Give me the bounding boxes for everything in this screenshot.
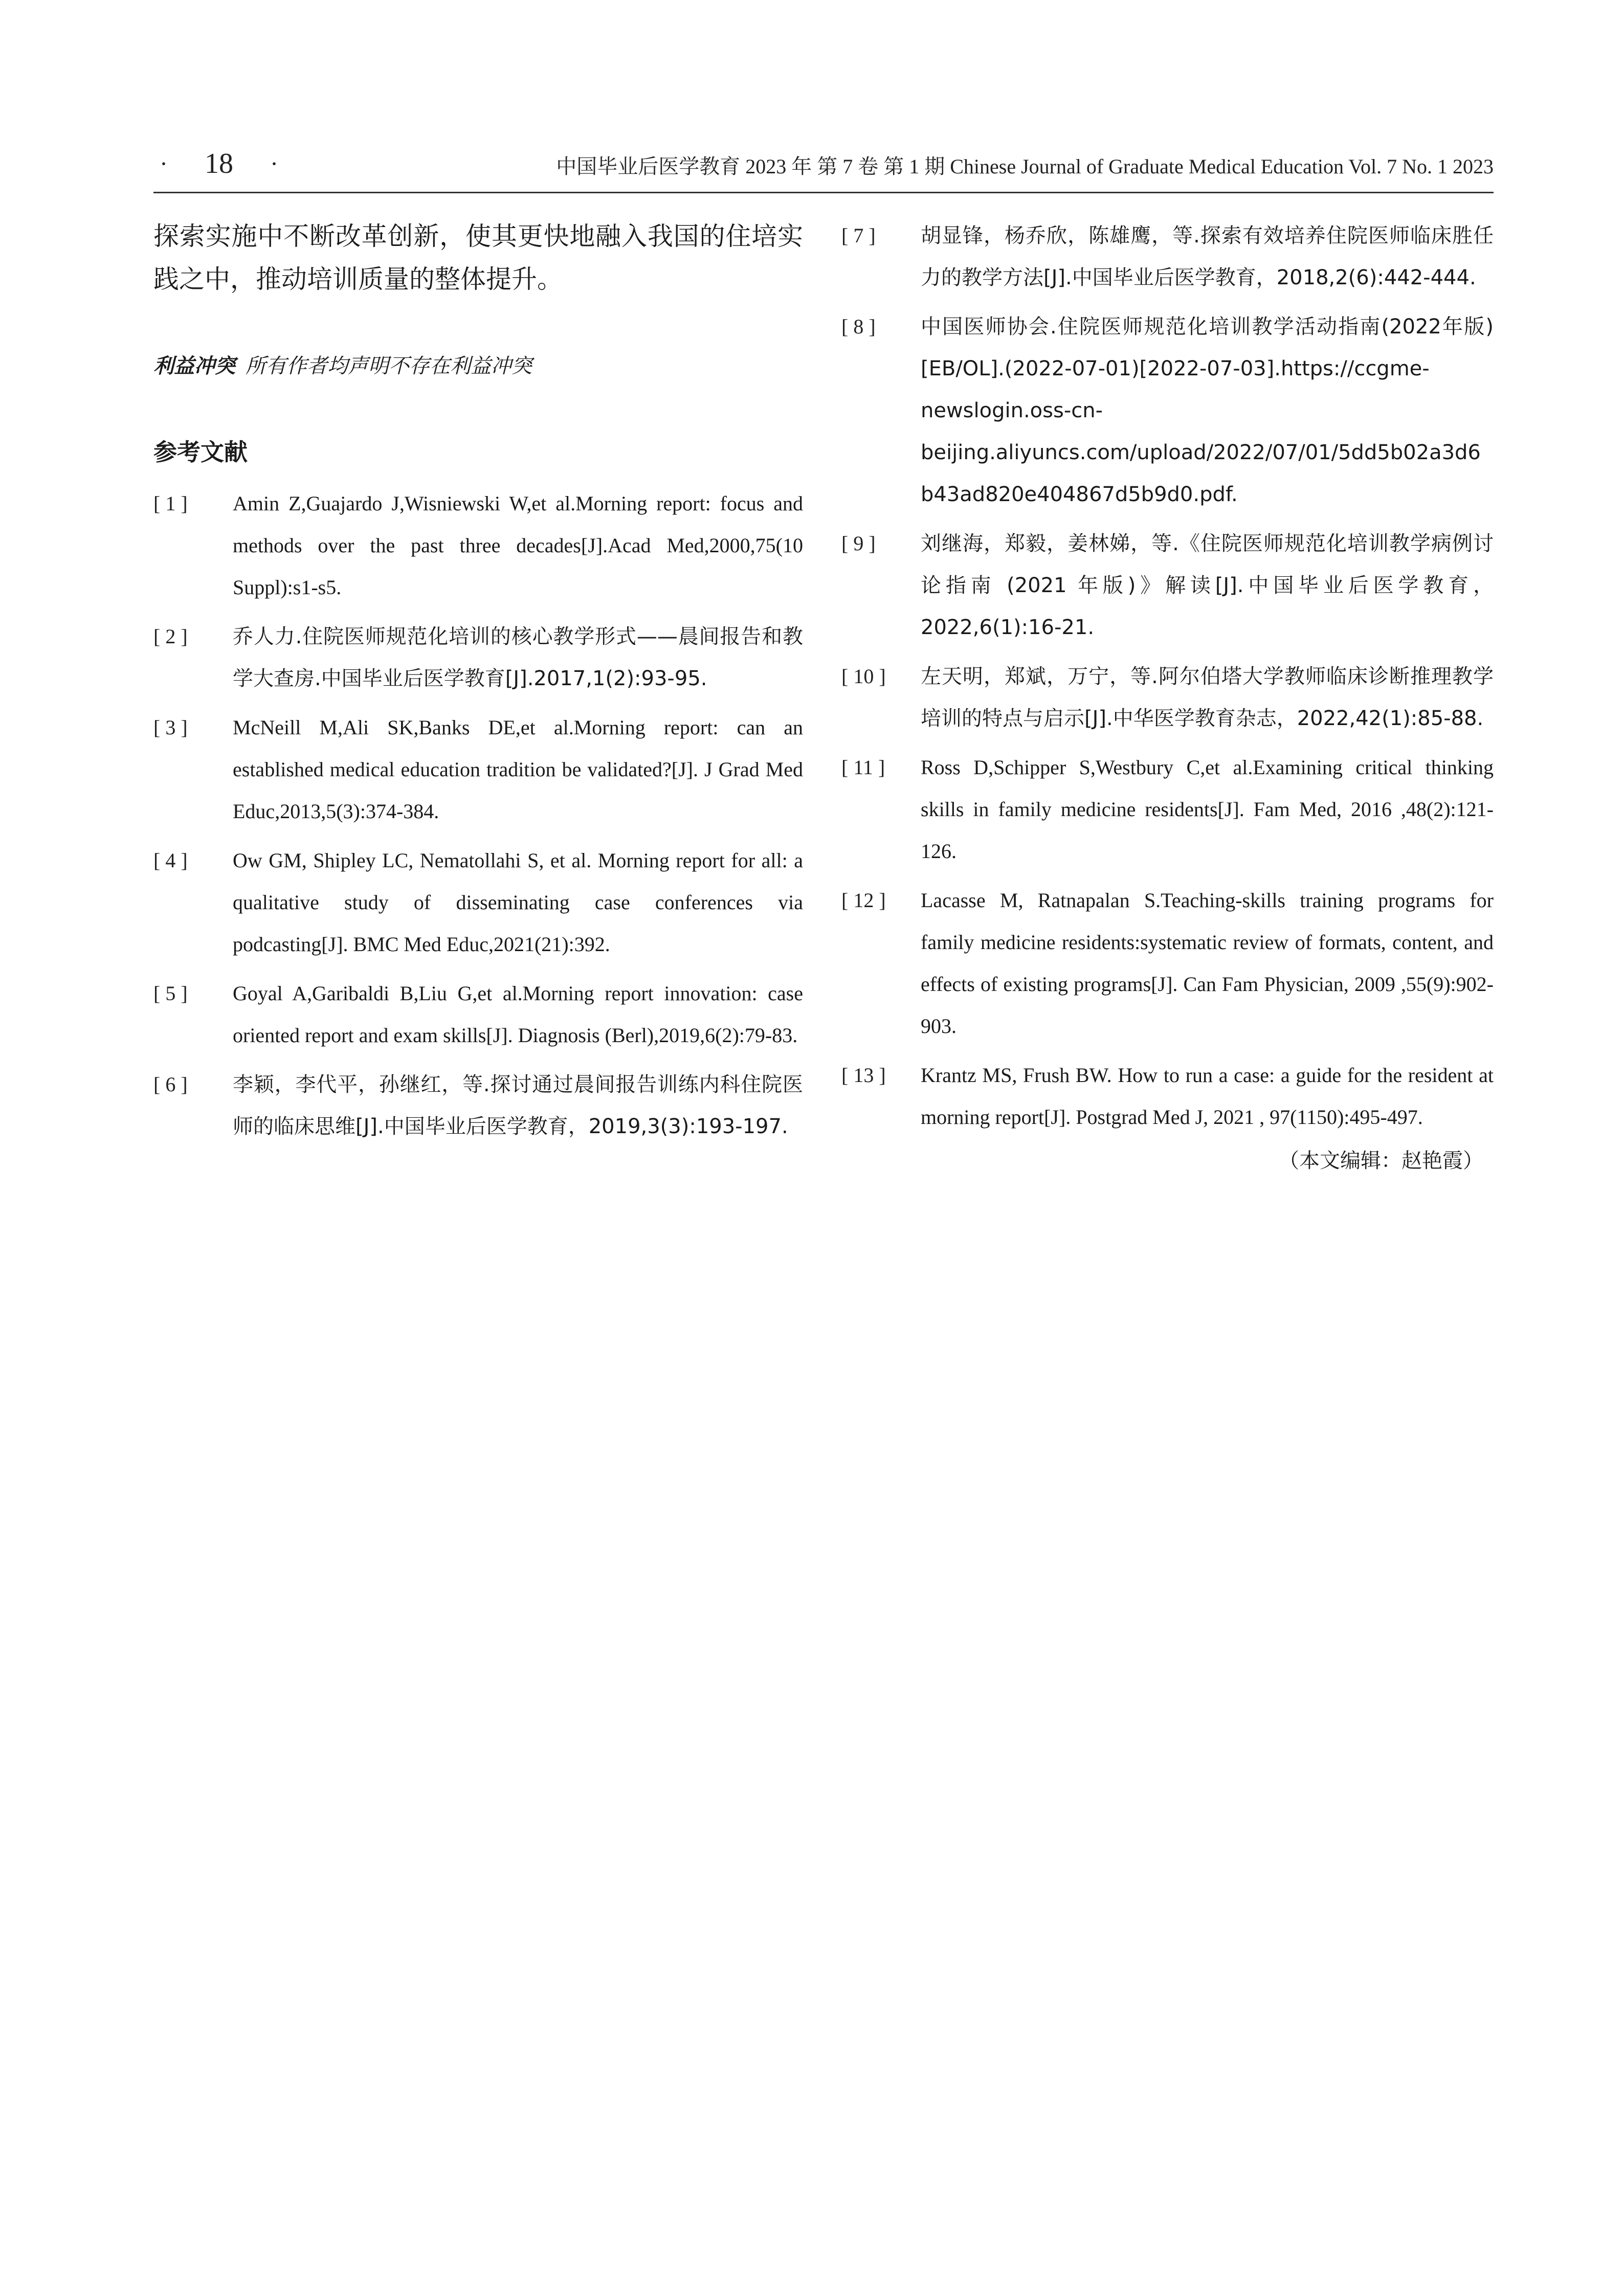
reference-number: [ 8 ] bbox=[841, 315, 876, 338]
references-heading: 参考文献 bbox=[153, 438, 248, 466]
reference-text: 乔人力.住院医师规范化培训的核心教学形式——晨间报告和教学大查房.中国毕业后医学教育[J].2017,1(2):93-95. bbox=[233, 625, 803, 690]
reference-number: [ 12 ] bbox=[841, 889, 886, 912]
reference-item bbox=[153, 1064, 803, 1147]
header-left-dot: · bbox=[160, 150, 168, 177]
reference-number: [ 5 ] bbox=[153, 982, 188, 1005]
reference-number: [ 1 ] bbox=[153, 492, 188, 515]
journal-citation-line: 中国毕业后医学教育 2023 年 第 7 卷 第 1 期 Chinese Journal of Graduate Medical Education Vol. 7 No. 1 2023 bbox=[556, 155, 1494, 178]
reference-list-right bbox=[841, 215, 1494, 1138]
reference-number: [ 7 ] bbox=[841, 224, 876, 247]
reference-item bbox=[153, 973, 803, 1056]
reference-text: Goyal A,Garibaldi B,Liu G,et al.Morning report innovation: case oriented report and exam skills[J]. Diagnosis (Berl),2019,6(2):79-83. bbox=[233, 982, 803, 1047]
reference-text: 李颖，李代平，孙继红，等.探讨通过晨间报告训练内科住院医师的临床思维[J].中国毕业后医学教育，2019,3(3):193-197. bbox=[233, 1073, 803, 1138]
reference-text: Ow GM, Shipley LC, Nematollahi S, et al. Morning report for all: a qualitative study of disseminating case conferences via podcasting[J]. BMC Med Educ,2021(21):392. bbox=[233, 849, 803, 956]
reference-item bbox=[841, 306, 1494, 515]
reference-text: 中国医师协会.住院医师规范化培训教学活动指南(2022年版)[EB/OL].(2022-07-01)[2022-07-03].https://ccgme-newslogin.oss-cn-beijing.aliyuncs.com/upload/2022/07/01/5dd5b02a3d6b43ad820e404867d5b9d0.pdf. bbox=[921, 315, 1494, 506]
reference-text: Amin Z,Guajardo J,Wisniewski W,et al.Morning report: focus and methods over the past three decades[J].Acad Med,2000,75(10 Suppl):s1-s5. bbox=[233, 492, 803, 599]
reference-text: Ross D,Schipper S,Westbury C,et al.Examining critical thinking skills in family medicine residents[J]. Fam Med, 2016 ,48(2):121-126. bbox=[921, 756, 1494, 863]
reference-text: 左天明，郑斌，万宁，等.阿尔伯塔大学教师临床诊断推理教学培训的特点与启示[J].中华医学教育杂志，2022,42(1):85-88. bbox=[921, 665, 1494, 730]
reference-number: [ 11 ] bbox=[841, 756, 885, 779]
reference-text: 刘继海，郑毅，姜林娣，等.《住院医师规范化培训教学病例讨论指南 (2021 年版)》解读[J].中国毕业后医学教育，2022,6(1):16-21. bbox=[921, 532, 1494, 639]
conflict-of-interest-label: 利益冲突 bbox=[153, 354, 235, 378]
page-number: 18 bbox=[205, 148, 233, 179]
conflict-of-interest-text: 所有作者均声明不存在利益冲突 bbox=[246, 354, 532, 378]
reference-item bbox=[153, 483, 803, 609]
reference-number: [ 3 ] bbox=[153, 716, 188, 739]
reference-number: [ 13 ] bbox=[841, 1064, 886, 1087]
header-right-dot: · bbox=[270, 150, 278, 177]
reference-item bbox=[841, 523, 1494, 648]
conflict-of-interest bbox=[153, 352, 803, 380]
reference-number: [ 10 ] bbox=[841, 665, 886, 688]
reference-item bbox=[841, 656, 1494, 739]
closing-paragraph: 探索实施中不断改革创新，使其更快地融入我国的住培实践之中，推动培训质量的整体提升。 bbox=[153, 221, 803, 294]
reference-number: [ 9 ] bbox=[841, 532, 876, 555]
reference-text: McNeill M,Ali SK,Banks DE,et al.Morning report: can an established medical education tradition be validated?[J]. J Grad Med Educ,2013,5(3):374-384. bbox=[233, 716, 803, 823]
reference-item bbox=[153, 840, 803, 965]
reference-number: [ 6 ] bbox=[153, 1073, 188, 1096]
reference-item bbox=[153, 707, 803, 832]
right-column bbox=[841, 215, 1494, 1176]
reference-item bbox=[841, 1054, 1494, 1138]
reference-number: [ 2 ] bbox=[153, 625, 188, 648]
running-header bbox=[153, 143, 1494, 184]
editor-note: （本文编辑：赵艳霞） bbox=[1279, 1149, 1483, 1173]
reference-item bbox=[841, 880, 1494, 1047]
reference-text: 胡显锋，杨乔欣，陈雄鹰，等.探索有效培养住院医师临床胜任力的教学方法[J].中国毕业后医学教育，2018,2(6):442-444. bbox=[921, 224, 1494, 289]
left-column bbox=[153, 215, 803, 1155]
reference-number: [ 4 ] bbox=[153, 849, 188, 872]
reference-item bbox=[841, 747, 1494, 872]
header-divider bbox=[153, 192, 1494, 193]
reference-item bbox=[153, 616, 803, 700]
reference-list-left bbox=[153, 483, 803, 1147]
reference-text: Lacasse M, Ratnapalan S.Teaching-skills training programs for family medicine residents:systematic review of formats, content, and effects of existing programs[J]. Can Fam Physician, 2009 ,55(9):902-903. bbox=[921, 889, 1494, 1038]
reference-item bbox=[841, 215, 1494, 299]
reference-text: Krantz MS, Frush BW. How to run a case: a guide for the resident at morning report[J]. Postgrad Med J, 2021 , 97(1150):495-497. bbox=[921, 1064, 1494, 1129]
